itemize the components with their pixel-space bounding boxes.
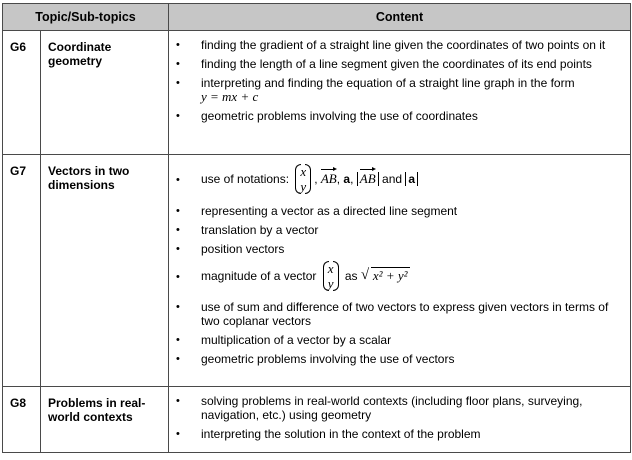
row-title: Problems in real-world contexts — [41, 387, 169, 453]
list-item: • representing a vector as a directed line segment — [176, 204, 458, 218]
equation: y = mx + c — [201, 89, 259, 104]
list-item: • interpreting the solution in the context of the problem — [176, 427, 481, 441]
list-item: • multiplication of a vector by a scalar — [176, 333, 392, 347]
list-item: • magnitude of a vector x y as √ x² + y² — [169, 261, 624, 291]
header-topic: Topic/Sub-topics — [3, 4, 169, 31]
header-row — [3, 4, 631, 31]
table-row — [3, 387, 631, 453]
list-item: • interpreting and finding the equation of a straight line graph in the form y = mx + c — [176, 76, 575, 104]
list-item: • solving problems in real-world contexts (including floor plans, surveying, navigation, etc.) using geometry — [176, 394, 583, 422]
row-content — [169, 155, 631, 387]
list-item: • translation by a vector — [176, 223, 319, 237]
square-root: √ x² + y² — [361, 269, 410, 283]
header-content: Content — [169, 4, 631, 31]
list-item: • use of sum and difference of two vectors to express given vectors in terms of two coplanar vectors — [176, 300, 609, 328]
row-code: G7 — [3, 155, 41, 387]
row-code: G6 — [3, 31, 41, 155]
row-code: G8 — [3, 387, 41, 453]
column-vector: x y — [295, 164, 311, 194]
row-title: Coordinate geometry — [41, 31, 169, 155]
table-row — [3, 31, 631, 155]
list-item: • position vectors — [176, 242, 285, 256]
list-item: • finding the length of a line segment given the coordinates of its end points — [176, 57, 592, 71]
row-title: Vectors in two dimensions — [41, 155, 169, 387]
list-item: • use of notations: x y , AB , a , AB and a — [169, 164, 624, 194]
list-item: • finding the gradient of a straight line given the coordinates of two points on it — [176, 38, 606, 52]
syllabus-table — [2, 3, 631, 453]
table-row — [3, 155, 631, 387]
column-vector: x y — [323, 261, 339, 291]
row-content — [169, 387, 631, 453]
row-content — [169, 31, 631, 155]
list-item: • geometric problems involving the use of coordinates — [176, 109, 478, 123]
list-item: • geometric problems involving the use of vectors — [176, 352, 455, 366]
